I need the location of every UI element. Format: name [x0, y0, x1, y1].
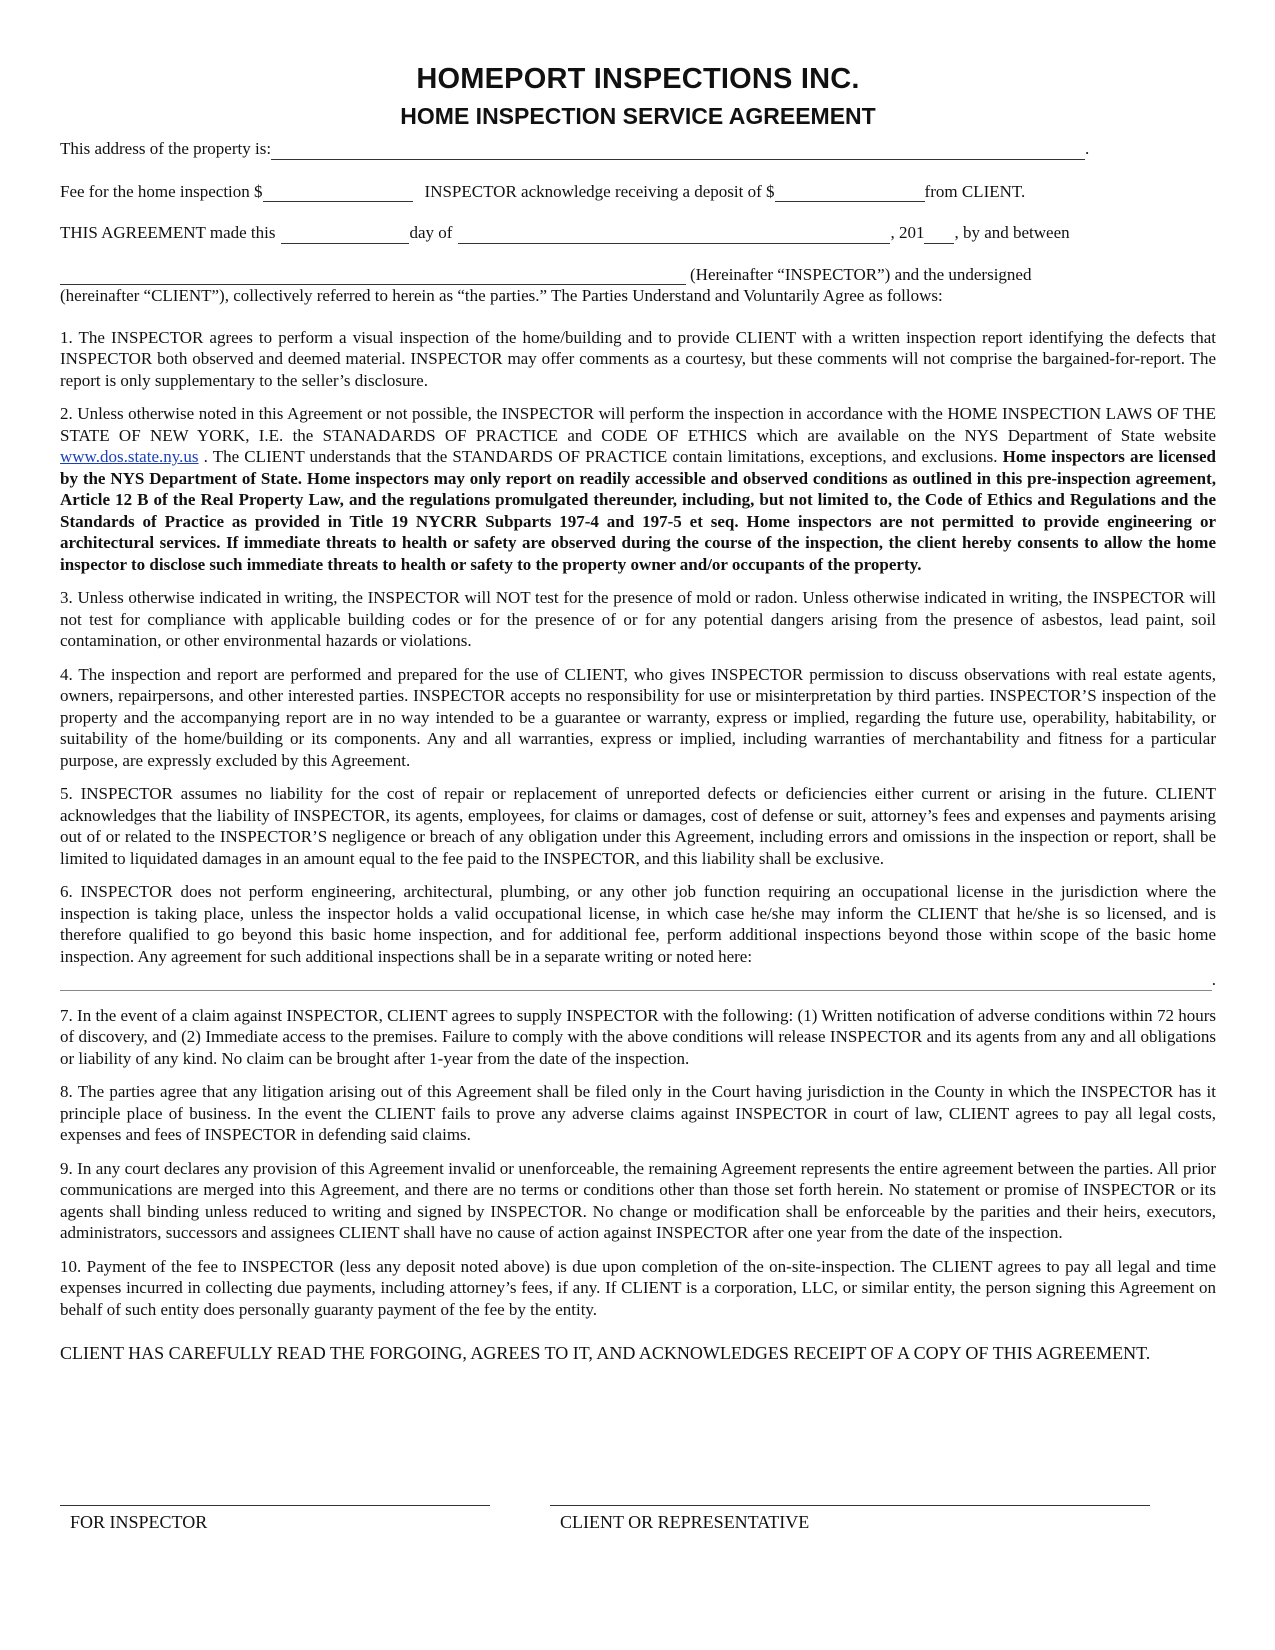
clause-9: 9. In any court declares any provision of this Agreement invalid or unenforceable, the remaining Agreement represents the entire agreement between the parties. All prior communications are merged into this Agreement, and there are no terms or conditions other than those set forth herein. No statement or promise of INSPECTOR or its agents shall binding unless reduced to writing and signed by INSPECTOR. No change or modification shall be enforceable by the parities and their heirs, executors, administrators, successors and assignees CLIENT shall have no cause of action against INSPECTOR after one year from the date of the inspection. [60, 1158, 1216, 1242]
deposit-label: INSPECTOR acknowledge receiving a deposit of $ [424, 181, 775, 201]
clause-2-text-cont: . The CLIENT understands that the STANDARDS OF PRACTICE contain limitations, exceptions, and exclusions. [203, 447, 998, 466]
address-field[interactable] [271, 143, 1085, 160]
inspector-name-row [60, 264, 1216, 286]
clause-5: 5. INSPECTOR assumes no liability for the cost of repair or replacement of unreported defects or deficiencies either current or arising in the future. CLIENT acknowledges that the liability of INSPECTOR, its agents, employees, for claims or damages, cost of defense or suit, attorney’s fees and expenses and payments arising out of or related to the INSPECTOR’S negligence or breach of any obligation under this Agreement, including errors and omissions in the inspection or report, shall be limited to liquidated damages in an amount equal to the fee paid to the INSPECTOR, and this liability shall be exclusive. [60, 784, 1216, 868]
additional-inspections-field[interactable] [60, 974, 1212, 991]
fee-label: Fee for the home inspection $ [60, 181, 263, 201]
clause-7: 7. In the event of a claim against INSPECTOR, CLIENT agrees to supply INSPECTOR with the following: (1) Written notification of adverse conditions within 72 hours of discovery, and (2) Immediate access to the premises. Failure to comply with the above conditions will release INSPECTOR and its agents from any and all obligations or liability of any kind. No claim can be brought after 1-year from the date of the inspection. [60, 1005, 1216, 1068]
by-and-between-text: , by and between [954, 223, 1070, 242]
address-end: . [1085, 139, 1090, 158]
clause-8: 8. The parties agree that any litigation arising out of this Agreement shall be filed only in the Court having jurisdiction in the County in which the INSPECTOR has it principle place of business. In the event the CLIENT fails to prove any adverse claims against INSPECTOR in court of law, CLIENT agrees to pay all legal costs, expenses and fees of INSPECTOR in defending said claims. [60, 1082, 1216, 1144]
client-signature [550, 1505, 1150, 1533]
year-field[interactable] [924, 227, 954, 244]
inspector-definition: (Hereinafter “INSPECTOR”) and the undersigned [690, 264, 1032, 284]
clause-1: 1. The INSPECTOR agrees to perform a visual inspection of the home/building and to provide CLIENT with a written inspection report identifying the defects that INSPECTOR both observed and deemed material. INSPECTOR may offer comments as a courtesy, but these comments will not comprise the bargained-for-report. The report is only supplementary to the seller’s disclosure. [60, 327, 1216, 390]
inspector-signature-line[interactable] [60, 1505, 490, 1506]
clause-4: 4. The inspection and report are performed and prepared for the use of CLIENT, who gives INSPECTOR permission to discuss observations with real estate agents, owners, repairpersons, and other interested parties. INSPECTOR accepts no responsibility for use or misinterpretation by third parties. INSPECTOR’S inspection of the property and the accompanying report are in no way intended to be a guarantee or warranty, express or implied, regarding the future use, operability, habitability, or suitability of the home/building or its components. Any and all warranties, express or implied, including warranties of merchantability and fitness for a particular purpose, are expressly excluded by this Agreement. [60, 664, 1216, 770]
clause-6-end: . [1211, 970, 1216, 989]
month-field[interactable] [458, 227, 890, 244]
clause-2 [60, 403, 1216, 575]
parties-block [60, 264, 1216, 307]
client-acknowledgement: CLIENT HAS CAREFULLY READ THE FORGOING, AGREES TO IT, AND ACKNOWLEDGES RECEIPT OF A COPY OF THIS AGREEMENT. [60, 1343, 1151, 1363]
inspector-signature-label: FOR INSPECTOR [70, 1512, 208, 1532]
agreement-date-row [60, 222, 1216, 244]
from-client-text: from CLIENT. [924, 181, 1026, 201]
day-of-text: day of [409, 223, 453, 242]
clause-10: 10. Payment of the fee to INSPECTOR (less any deposit noted above) is due upon completion of the on-site-inspection. The CLIENT agrees to pay all legal and time expenses incurred in collecting due payments, including attorney’s fees, if any. If CLIENT is a corporation, LLC, or similar entity, the person signing this Agreement on behalf of such entity does personally guaranty payment of the fee by the entity. [60, 1256, 1216, 1319]
fee-field[interactable] [263, 185, 413, 202]
clause-2-bold-notice: Home inspectors are licensed by the NYS Department of State. Home inspectors may only report on readily accessible and observed conditions as outlined in this pre-inspection agreement, Article 12 B of the Real Property Law, and the regulations promulgated thereunder, including, but not limited to, the Code of Ethics and Regulations and the Standards of Practice as provided in Title 19 NYCRR Subparts 197-4 and 197-5 et seq. Home inspectors are not permitted to provide engineering or architectural services. If immediate threats to health or safety are observed during the course of the inspection, the client hereby consents to allow the home inspector to disclose such immediate threats to health or safety to the property owner and/or occupants of the property. [60, 447, 1216, 574]
deposit-field[interactable] [775, 185, 925, 202]
agreement-made-text: THIS AGREEMENT made this [60, 223, 276, 242]
address-label: This address of the property is: [60, 139, 272, 158]
fee-row [60, 181, 1216, 203]
inspector-name-field[interactable] [60, 268, 686, 285]
company-name: HOMEPORT INSPECTIONS INC. [416, 63, 860, 95]
signature-section [60, 1505, 1216, 1545]
year-prefix: , 201 [890, 223, 925, 242]
client-signature-label: CLIENT OR REPRESENTATIVE [560, 1512, 810, 1532]
clause-3: 3. Unless otherwise indicated in writing, the INSPECTOR will NOT test for the presence of mold or radon. Unless otherwise indicated in writing, the INSPECTOR will not test for compliance with applicable building codes or for the presence of or for any potential dangers arising from the presence of asbestos, lead paint, soil contamination, or other environmental hazards or violations. [60, 588, 1216, 650]
client-definition: (hereinafter “CLIENT”), collectively referred to herein as “the parties.” The Parties Understand and Voluntarily Agree as follows: [60, 286, 943, 305]
agreement-page [60, 62, 1216, 1365]
address-row [60, 138, 1216, 160]
additional-inspections-row [60, 969, 1216, 991]
clause-6: 6. INSPECTOR does not perform engineering, architectural, plumbing, or any other job function requiring an occupational license in the jurisdiction where the inspection is taking place, unless the inspector holds a valid occupational license, in which case he/she may inform the CLIENT that he/she is so licensed, and is therefore qualified to go beyond this basic home inspection, and for additional fee, perform additional inspections beyond those within scope of the basic home inspection. Any agreement for such additional inspections shall be in a separate writing or noted here: [60, 882, 1216, 966]
clause-2-text: 2. Unless otherwise noted in this Agreement or not possible, the INSPECTOR will perform the inspection in accordance with the HOME INSPECTION LAWS OF THE STATE OF NEW YORK, I.E. the STANADARDS OF PRACTICE and CODE OF ETHICS which are available on the NYS Department of State website [60, 404, 1216, 445]
client-signature-line[interactable] [550, 1505, 1150, 1506]
day-field[interactable] [281, 227, 409, 244]
document-title: HOME INSPECTION SERVICE AGREEMENT [400, 103, 876, 129]
inspector-signature [60, 1505, 490, 1533]
dos-website-link[interactable]: www.dos.state.ny.us [60, 447, 199, 466]
